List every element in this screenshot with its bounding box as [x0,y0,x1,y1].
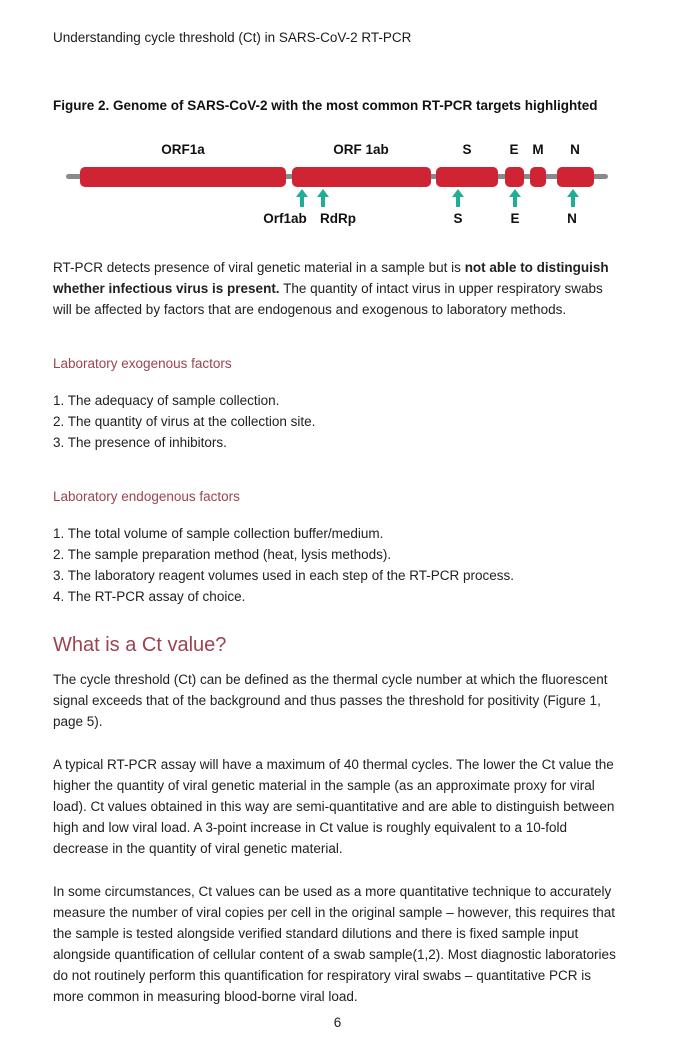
intro-text-bold: not able to distinguish whether infectious virus is present. [53,260,609,297]
intro-text-before-bold: RT-PCR detects presence of viral genetic material in a sample but is [53,260,465,276]
running-header: Understanding cycle threshold (Ct) in SARS-CoV-2 RT-PCR [53,30,412,45]
list-item: 1. The total volume of sample collection buffer/medium. [53,526,384,542]
arrow-up-icon-s [452,189,464,207]
genome-segment-e [505,167,524,187]
target-label-e: E [510,211,520,227]
document-page [0,30,675,1054]
ct-definition-paragraph: The cycle threshold (Ct) can be defined as the thermal cycle number at which the fluorescent signal exceeds that of the background and thus passes the threshold for positivity (Figure 1, page 5). [53,672,608,730]
target-label-orf1ab: Orf1ab [263,211,307,227]
target-label-n: N [567,211,577,227]
exogenous-factors-heading: Laboratory exogenous factors [53,356,232,372]
exogenous-factors-list [53,390,625,453]
genome-segment-orf1a [80,167,286,187]
endogenous-factors-list [53,523,625,607]
intro-text-after-bold: The quantity of intact virus in upper respiratory swabs will be affected by factors that are endogenous and exogenous to laboratory methods. [53,281,603,318]
segment-label-n: N [570,142,580,158]
genome-segment-n [557,167,594,187]
page-number: 6 [333,1015,342,1030]
genome-segment-orf1ab [292,167,431,187]
list-item: 3. The presence of inhibitors. [53,435,227,451]
list-item: 2. The sample preparation method (heat, lysis methods). [53,547,392,563]
ct-value-section-heading: What is a Ct value? [53,634,227,657]
arrow-up-icon-rdrp [317,189,329,207]
genome-segment-s [436,167,498,187]
genome-segment-m [530,167,546,187]
ct-quantitative-paragraph: In some circumstances, Ct values can be used as a more quantitative technique to accurately measure the number of viral copies per cell in the original sample – however, this requires that the sample is tested alongside verified standard dilutions and there is fixed sample input alongside quantification of cellular content of a swab sample(1,2). Most diagnostic laboratories do not routinely perform this quantification for respiratory viral swabs – quantitative PCR is more common in measuring blood-borne viral load. [53,884,616,1005]
genome-diagram [0,141,675,233]
list-item: 4. The RT-PCR assay of choice. [53,589,246,605]
list-item: 2. The quantity of virus at the collection site. [53,414,316,430]
segment-label-orf1a: ORF1a [161,142,205,158]
list-item: 3. The laboratory reagent volumes used in each step of the RT-PCR process. [53,568,514,584]
arrow-up-icon-n [567,189,579,207]
ct-assay-paragraph: A typical RT-PCR assay will have a maximum of 40 thermal cycles. The lower the Ct value the higher the quantity of viral genetic material in the sample (as an approximate proxy for viral load). Ct values obtained in this way are semi-quantitative and are able to distinguish between high and low viral load. A 3-point increase in Ct value is roughly equivalent to a 10-fold decrease in the quantity of viral genetic material. [53,757,615,857]
endogenous-factors-heading: Laboratory endogenous factors [53,489,240,505]
segment-label-orf1ab: ORF 1ab [333,142,389,158]
intro-paragraph [53,257,625,320]
arrow-up-icon-orf1ab [296,189,308,207]
target-label-rdrp: RdRp [320,211,356,227]
figure-caption: Figure 2. Genome of SARS-CoV-2 with the most common RT-PCR targets highlighted [53,98,598,114]
segment-label-m: M [532,142,544,158]
arrow-up-icon-e [509,189,521,207]
segment-label-e: E [509,142,519,158]
segment-label-s: S [462,142,472,158]
target-label-s: S [453,211,463,227]
list-item: 1. The adequacy of sample collection. [53,393,280,409]
